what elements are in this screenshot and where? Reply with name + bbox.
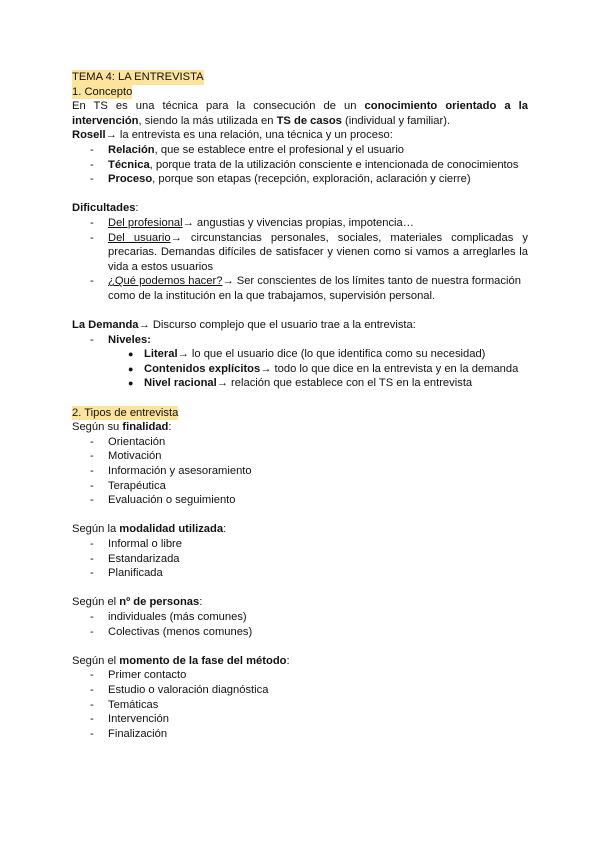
list-item: - Proceso, porque son etapas (recepción, exploración, aclaración y cierre) bbox=[72, 172, 528, 187]
demanda-line: La Demanda→ Discurso complejo que el usuario trae a la entrevista: bbox=[72, 319, 416, 332]
list-item: - Terapéutica bbox=[72, 479, 528, 494]
list-item: - Niveles: bbox=[72, 333, 528, 348]
list-item: - Informal o libre bbox=[72, 537, 528, 552]
concept-paragraph: En TS es una técnica para la consecución de un conocimiento orientado a la intervención, siendo la más utilizada en TS de casos (individual y familiar). bbox=[72, 100, 528, 127]
list-item: ● Contenidos explícitos→ todo lo que dice en la entrevista y en la demanda bbox=[72, 362, 528, 377]
list-item: - Evaluación o seguimiento bbox=[72, 493, 528, 508]
list-item: - Información y asesoramiento bbox=[72, 464, 528, 479]
list-item: - Del usuario→ circunstancias personales, sociales, materiales complicadas y precarias. Demandas difíciles de satisfacer y vienen como si vamos a arreglarles la vida a estos usuarios bbox=[72, 231, 528, 275]
list-item: - Técnica, porque trata de la utilización consciente e intencionada de conocimientos bbox=[72, 158, 528, 173]
list-item: - individuales (más comunes) bbox=[72, 610, 528, 625]
list-item: - Motivación bbox=[72, 449, 528, 464]
group-label: Según el nº de personas: bbox=[72, 596, 203, 609]
document-title: TEMA 4: LA ENTREVISTA bbox=[72, 71, 204, 83]
group-personas bbox=[72, 595, 528, 639]
group-modalidad bbox=[72, 522, 528, 580]
list-item: ● Nivel racional→ relación que establece con el TS en la entrevista bbox=[72, 376, 528, 391]
list-item: - Orientación bbox=[72, 435, 528, 450]
section-2-heading: 2. Tipos de entrevista bbox=[72, 406, 179, 419]
list-item: - Del profesional→ angustias y vivencias propias, impotencia… bbox=[72, 216, 528, 231]
dificultades-label: Dificultades: bbox=[72, 202, 139, 215]
document-page bbox=[72, 70, 528, 741]
rosell-list bbox=[72, 143, 528, 187]
section-1-heading: 1. Concepto bbox=[72, 85, 133, 98]
list-item: - ¿Qué podemos hacer?→ Ser conscientes de los límites tanto de nuestra formación como de la institución en la que trabajamos, supervisión personal. bbox=[72, 274, 528, 303]
list-item: ● Literal→ lo que el usuario dice (lo que identifica como su necesidad) bbox=[72, 347, 528, 362]
group-label: Según el momento de la fase del método: bbox=[72, 654, 290, 667]
list-item: - Estudio o valoración diagnóstica bbox=[72, 683, 528, 698]
group-label: Según su finalidad: bbox=[72, 421, 172, 434]
list-item: - Planificada bbox=[72, 566, 528, 581]
list-item: - Intervención bbox=[72, 712, 528, 727]
rosell-line: Rosell→ la entrevista es una relación, una técnica y un proceso: bbox=[72, 129, 393, 142]
list-item: - Relación, que se establece entre el profesional y el usuario bbox=[72, 143, 528, 158]
list-item: - Colectivas (menos comunes) bbox=[72, 625, 528, 640]
group-momento bbox=[72, 654, 528, 742]
dificultades-list bbox=[72, 216, 528, 304]
niveles-list bbox=[72, 333, 528, 348]
list-item: - Temáticas bbox=[72, 698, 528, 713]
group-finalidad bbox=[72, 420, 528, 508]
list-item: - Estandarizada bbox=[72, 552, 528, 567]
niveles-sublist bbox=[72, 347, 528, 391]
list-item: - Finalización bbox=[72, 727, 528, 742]
list-item: - Primer contacto bbox=[72, 668, 528, 683]
group-label: Según la modalidad utilizada: bbox=[72, 523, 227, 536]
